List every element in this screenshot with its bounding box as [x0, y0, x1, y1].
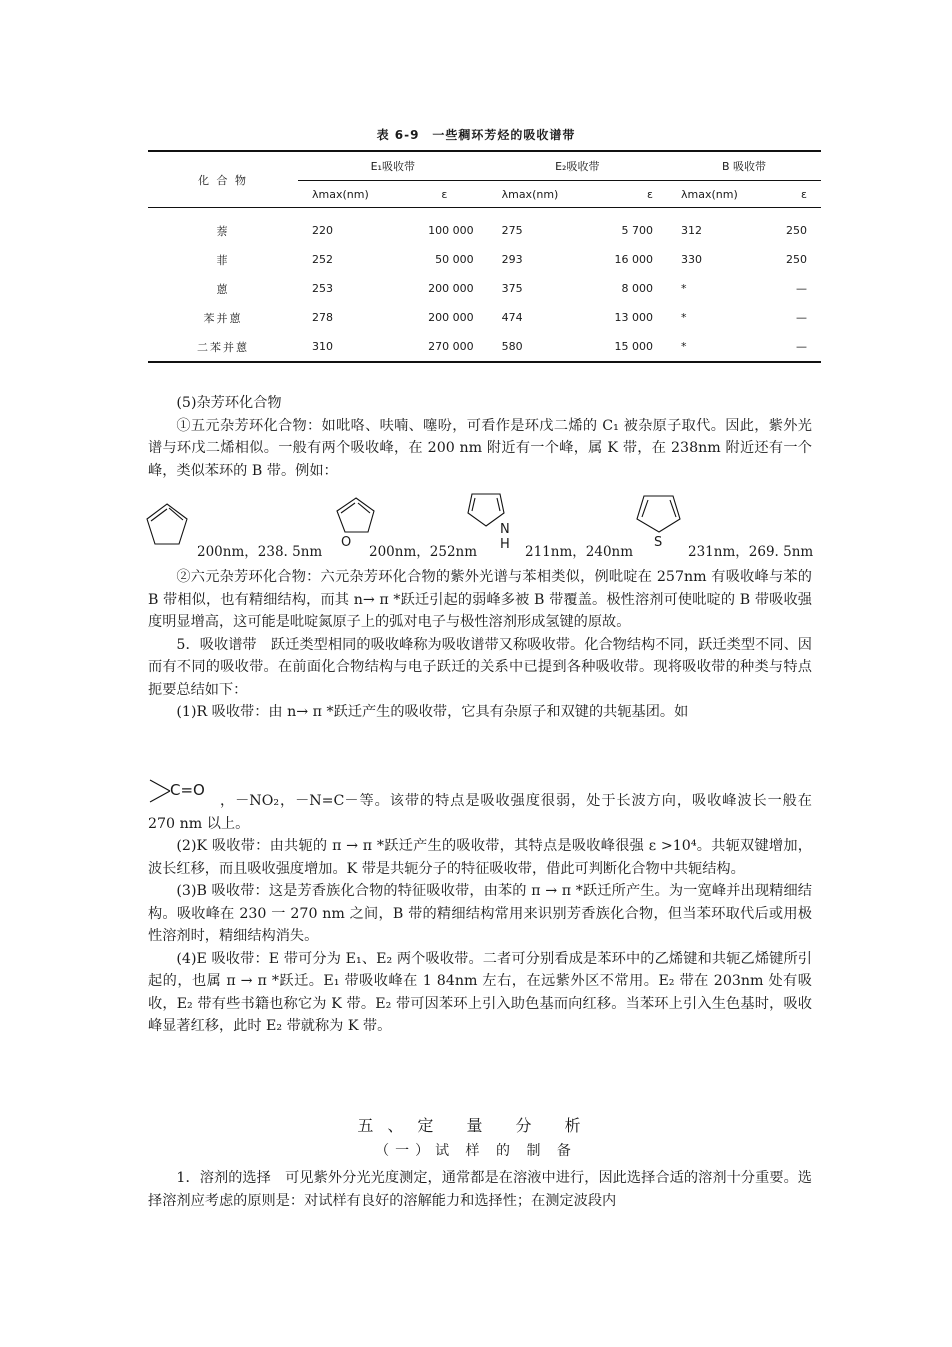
table-row	[148, 303, 821, 332]
thiophene-structure	[637, 496, 680, 532]
compound-name: 菲	[216, 253, 230, 267]
table-cell: 100 000	[428, 224, 474, 237]
subsection-heading: （一）试 样 的 制 备	[375, 1143, 577, 1159]
thiophene-label: 231nm，269. 5nm	[688, 544, 814, 560]
header-epsilon: ε	[647, 187, 653, 201]
table-cell: —	[796, 311, 807, 324]
heteroaromatic-section	[148, 392, 812, 482]
sulfur-atom: S	[654, 535, 663, 550]
nitrogen-atom: N	[500, 522, 510, 537]
table-cell: *	[681, 311, 687, 324]
table-cell: 330	[681, 253, 702, 266]
table-cell: —	[796, 340, 807, 353]
header-e2-band: E₂吸收带	[488, 151, 667, 181]
r-band-paragraph: ，－NO₂，－N=C－等。该带的特点是吸收强度很弱，处于长波方向，吸收峰波长一般在 270 nm 以上。	[148, 793, 812, 832]
pyrrole-label: 211nm，240nm	[525, 544, 634, 560]
table-row	[148, 208, 821, 246]
table-row	[148, 332, 821, 362]
band-types-section	[148, 790, 812, 1038]
table-cell: 253	[312, 282, 333, 295]
table-cell: 310	[312, 340, 333, 353]
furan-label: 200nm，252nm	[369, 544, 478, 560]
k-band-paragraph: (2)K 吸收带：由共轭的 π → π *跃迁产生的吸收带，其特点是吸收峰很强 ε >10⁴。共轭双键增加，波长红移，而且吸收强度增加。K 带是共轭分子的特征吸收带，借此可判断化合物中共轭结构。	[148, 838, 812, 877]
table-cell: 13 000	[614, 311, 653, 324]
header-epsilon: ε	[801, 187, 807, 201]
r-band-lead: (1)R 吸收带：由 n→ π *跃迁产生的吸收带，它具有杂原子和双键的共轭基团。如	[176, 704, 689, 720]
table-cell: 8 000	[621, 282, 653, 295]
table-cell: 16 000	[614, 253, 653, 266]
header-compound: 化 合 物	[198, 173, 248, 187]
five-membered-paragraph: ①五元杂芳环化合物：如吡咯、呋喃、噻吩，可看作是环戊二烯的 C₁ 被杂原子取代。因此，紫外光谱与环戊二烯相似。一般有两个吸收峰，在 200 nm 附近有一个峰，属 K 带，在 238nm 附近还有一个峰，类似苯环的 B 带。例如：	[148, 417, 812, 479]
header-e1-band: E₁吸收带	[298, 151, 488, 181]
table-cell: 580	[501, 340, 523, 353]
table-cell: 250	[786, 224, 807, 237]
furan-structure	[337, 498, 374, 532]
hydrogen-atom: H	[500, 537, 510, 552]
table-cell: 312	[681, 224, 702, 237]
table-cell: —	[796, 282, 807, 295]
table-cell: 375	[501, 282, 523, 295]
table-cell: 293	[501, 253, 523, 266]
six-membered-paragraph: ②六元杂芳环化合物：六元杂芳环化合物的紫外光谱与苯相类似，例吡啶在 257nm 有吸收峰与苯的 B 带相似，也有精细结构，而其 n→ π *跃迁引起的弱峰多被 B 带覆盖。极性溶剂可使吡啶的 B 带吸收强度明显增高，这可能是吡啶氮原子上的弧对电子与极性溶剂形成氢键的原故。	[148, 569, 812, 630]
compound-name: 二苯并蒽	[197, 340, 249, 354]
e-band-paragraph: (4)E 吸收带：E 带可分为 E₁、E₂ 两个吸收带。二者可分别看成是苯环中的乙烯键和共轭乙烯键所引起的，也属 π → π *跃迁。E₁ 带吸收峰在 1 84nm 左右，在远紫外区不常用。E₂ 带在 203nm 处有吸收，E₂ 带有些书籍也称它为 K 带。E₂ 带可因苯环上引入助色基而向红移。当苯环上引入生色基时，吸收峰显著红移，此时 E₂ 带就称为 K 带。	[148, 950, 812, 1034]
carbonyl-label: C=O	[170, 781, 205, 799]
header-lambda: λmax(nm)	[681, 187, 738, 201]
six-membered-section	[148, 566, 812, 724]
solvent-section	[148, 1167, 812, 1212]
table-row	[148, 274, 821, 303]
compound-name: 萘	[216, 224, 230, 238]
table-cell: 200 000	[428, 311, 474, 324]
table-cell: 252	[312, 253, 333, 266]
cyclopentadiene-label: 200nm，238. 5nm	[197, 544, 323, 560]
cyclopentadiene-structure	[147, 504, 187, 544]
table-cell: 15 000	[614, 340, 653, 353]
pyrrole-structure	[468, 494, 504, 526]
table-cell: 250	[786, 253, 807, 266]
header-lambda: λmax(nm)	[501, 187, 559, 201]
table-cell: 474	[501, 311, 523, 324]
b-band-paragraph: (3)B 吸收带：这是芳香族化合物的特征吸收带，由苯的 π → π *跃迁所产生。为一宽峰并出现精细结构。吸收峰在 230 一 270 nm 之间，B 带的精细结构常用来识别芳香族化合物，但当苯环取代后或用极性溶剂时，精细结构消失。	[148, 883, 812, 944]
absorption-table	[148, 150, 821, 363]
header-lambda: λmax(nm)	[312, 187, 369, 201]
compound-name: 蒽	[216, 282, 230, 296]
header-b-band: B 吸收带	[667, 151, 821, 181]
table-cell: 278	[312, 311, 333, 324]
structure-row	[140, 492, 820, 560]
table-cell: 270 000	[428, 340, 474, 353]
table-cell: *	[681, 340, 687, 353]
table-cell: 200 000	[428, 282, 474, 295]
table-cell: 275	[501, 224, 523, 237]
section-title: (5)杂芳环化合物	[176, 395, 282, 411]
bands-intro-paragraph: 5．吸收谱带 跃迁类型相同的吸收峰称为吸收谱带又称吸收带。化合物结构不同，跃迁类型不同、因而有不同的吸收带。在前面化合物结构与电子跃迁的关系中已提到各种吸收带。现将吸收带的种类与特点扼要总结如下：	[148, 636, 812, 698]
table-cell: 220	[312, 224, 333, 237]
table-cell: 50 000	[435, 253, 474, 266]
table-cell: *	[681, 282, 687, 295]
table-cell: 5 700	[621, 224, 653, 237]
section-heading: 五、定 量 分 析	[357, 1116, 595, 1135]
header-epsilon: ε	[441, 187, 448, 201]
oxygen-atom: O	[341, 535, 352, 550]
table-title: 表 6-9 一些稠环芳烃的吸收谱带	[376, 128, 576, 142]
compound-name: 苯并蒽	[203, 311, 243, 325]
solvent-paragraph: 1．溶剂的选择 可见紫外分光光度测定，通常都是在溶液中进行，因此选择合适的溶剂十分重要。选择溶剂应考虑的原则是：对试样有良好的溶解能力和选择性；在测定波段内	[148, 1170, 812, 1209]
table-row	[148, 245, 821, 274]
